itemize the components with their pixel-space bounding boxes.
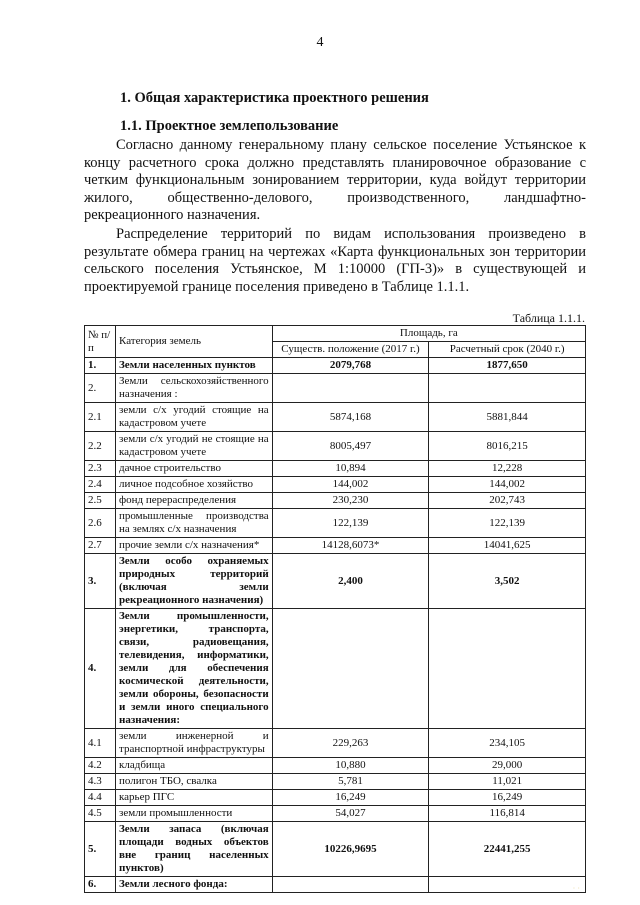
row-num: 2.5 — [85, 493, 116, 509]
row-num: 2.2 — [85, 432, 116, 461]
row-projected: 22441,255 — [429, 822, 586, 877]
row-existing — [272, 877, 429, 893]
row-category: Земли особо охраняемых природных территорий (включая земли рекреационного назначения) — [116, 554, 273, 609]
row-projected: 116,814 — [429, 806, 586, 822]
row-category: земли с/х угодий не стоящие на кадастровом учете — [116, 432, 273, 461]
row-existing: 16,249 — [272, 790, 429, 806]
table-row — [85, 758, 586, 774]
row-num: 1. — [85, 358, 116, 374]
row-existing: 2079,768 — [272, 358, 429, 374]
row-existing: 2,400 — [272, 554, 429, 609]
row-existing: 229,263 — [272, 729, 429, 758]
land-category-table — [84, 325, 586, 893]
paragraph-intro: Согласно данному генеральному плану сельское поселение Устьянское к концу расчетного срока должно представлять планировочное образование с четким функциональным зонированием территории, куда войдут территории жилого, общественно-делового, производственного, ландшафтно-рекреационного назначения. — [84, 137, 586, 224]
row-existing: 122,139 — [272, 509, 429, 538]
row-num: 2. — [85, 374, 116, 403]
row-num: 2.7 — [85, 538, 116, 554]
table-row — [85, 403, 586, 432]
page-number: 4 — [316, 35, 324, 50]
row-num: 6. — [85, 877, 116, 893]
table-row — [85, 477, 586, 493]
row-existing: 10,894 — [272, 461, 429, 477]
subsection-heading: 1.1. Проектное землепользование — [120, 118, 339, 134]
row-num: 2.1 — [85, 403, 116, 432]
row-category: Земли лесного фонда: — [116, 877, 273, 893]
row-category: Земли промышленности, энергетики, транспорта, связи, радиовещания, телевидения, информатики, земли для обеспечения космической деятельности, земли обороны, безопасности и земли иного специального назначения: — [116, 609, 273, 729]
row-num: 4.4 — [85, 790, 116, 806]
header-projected: Расчетный срок (2040 г.) — [429, 342, 586, 358]
table-row — [85, 554, 586, 609]
row-category: карьер ПГС — [116, 790, 273, 806]
table-row — [85, 461, 586, 477]
row-projected: 1877,650 — [429, 358, 586, 374]
row-existing: 8005,497 — [272, 432, 429, 461]
header-area: Площадь, га — [272, 326, 585, 342]
table-row — [85, 822, 586, 877]
row-category: Земли запаса (включая площади водных объектов вне границ населенных пунктов) — [116, 822, 273, 877]
paragraph-distribution: Распределение территорий по видам использования произведено в результате обмера границ на чертежах «Карта функциональных зон территории сельского поселения Устьянское, М 1:10000 (ГП-3)» в существующей и проектируемой границе поселения приведено в Таблице 1.1.1. — [84, 226, 586, 295]
row-projected — [429, 609, 586, 729]
table-row — [85, 509, 586, 538]
row-num: 4.1 — [85, 729, 116, 758]
table-caption: Таблица 1.1.1. — [512, 311, 585, 325]
row-projected — [429, 374, 586, 403]
row-existing: 10,880 — [272, 758, 429, 774]
row-projected: 14041,625 — [429, 538, 586, 554]
header-num: № п/п — [85, 326, 116, 358]
table-row — [85, 432, 586, 461]
row-num: 5. — [85, 822, 116, 877]
row-category: личное подсобное хозяйство — [116, 477, 273, 493]
row-existing: 5,781 — [272, 774, 429, 790]
table-row — [85, 790, 586, 806]
row-projected: 122,139 — [429, 509, 586, 538]
row-category: земли инженерной и транспортной инфраструктуры — [116, 729, 273, 758]
row-projected: 12,228 — [429, 461, 586, 477]
row-category: Земли населенных пунктов — [116, 358, 273, 374]
row-num: 2.3 — [85, 461, 116, 477]
row-projected: 144,002 — [429, 477, 586, 493]
row-category: Земли сельскохозяйственного назначения : — [116, 374, 273, 403]
row-num: 4.2 — [85, 758, 116, 774]
row-existing — [272, 609, 429, 729]
row-projected: 202,743 — [429, 493, 586, 509]
row-category: фонд перераспределения — [116, 493, 273, 509]
row-existing: 14128,6073* — [272, 538, 429, 554]
table-row — [85, 806, 586, 822]
row-projected: 234,105 — [429, 729, 586, 758]
row-projected — [429, 877, 586, 893]
row-category: дачное строительство — [116, 461, 273, 477]
row-category: земли промышленности — [116, 806, 273, 822]
header-existing: Существ. положение (2017 г.) — [272, 342, 429, 358]
row-projected: 8016,215 — [429, 432, 586, 461]
row-existing: 144,002 — [272, 477, 429, 493]
row-category: земли с/х угодий стоящие на кадастровом учете — [116, 403, 273, 432]
row-num: 4.5 — [85, 806, 116, 822]
table-row — [85, 609, 586, 729]
row-existing: 230,230 — [272, 493, 429, 509]
table-row — [85, 774, 586, 790]
table-header-row — [85, 326, 586, 342]
row-num: 3. — [85, 554, 116, 609]
row-category: промышленные производства на землях с/х назначения — [116, 509, 273, 538]
row-existing: 5874,168 — [272, 403, 429, 432]
row-existing — [272, 374, 429, 403]
table-row — [85, 877, 586, 893]
scan-mark: · · — [572, 884, 580, 893]
table-body — [85, 358, 586, 893]
row-projected: 29,000 — [429, 758, 586, 774]
row-projected: 16,249 — [429, 790, 586, 806]
row-num: 4. — [85, 609, 116, 729]
table-row — [85, 493, 586, 509]
table-row — [85, 729, 586, 758]
table-row — [85, 358, 586, 374]
row-projected: 3,502 — [429, 554, 586, 609]
row-category: кладбища — [116, 758, 273, 774]
row-projected: 5881,844 — [429, 403, 586, 432]
section-heading: 1. Общая характеристика проектного решения — [120, 90, 429, 106]
row-projected: 11,021 — [429, 774, 586, 790]
row-existing: 10226,9695 — [272, 822, 429, 877]
row-category: полигон ТБО, свалка — [116, 774, 273, 790]
row-category: прочие земли с/х назначения* — [116, 538, 273, 554]
row-num: 2.6 — [85, 509, 116, 538]
row-num: 4.3 — [85, 774, 116, 790]
row-existing: 54,027 — [272, 806, 429, 822]
row-num: 2.4 — [85, 477, 116, 493]
table-row — [85, 538, 586, 554]
header-category: Категория земель — [116, 326, 273, 358]
table-row — [85, 374, 586, 403]
